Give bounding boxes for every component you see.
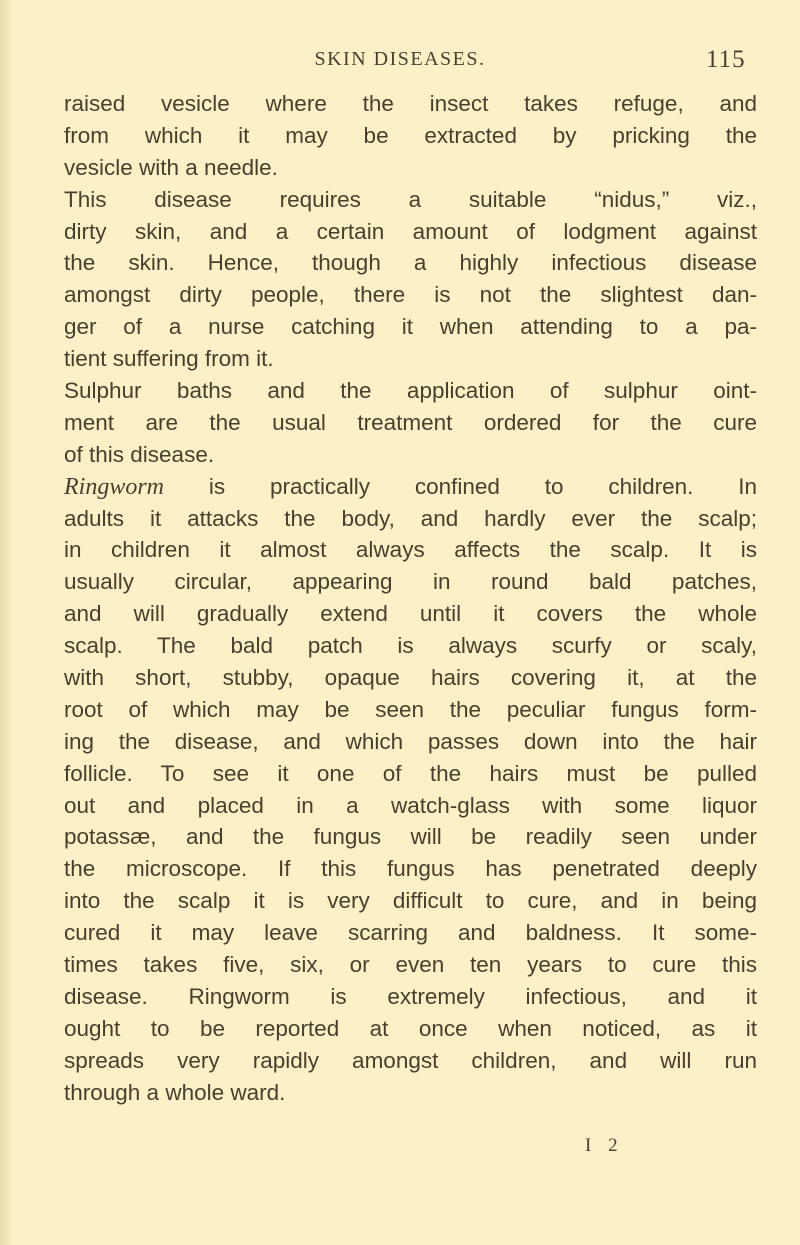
text-line bbox=[64, 534, 757, 566]
line-text: through a whole ward. bbox=[64, 1079, 286, 1105]
text-line bbox=[64, 885, 757, 917]
text-line bbox=[64, 439, 757, 471]
text-line bbox=[64, 152, 757, 184]
page-edge-shadow bbox=[0, 0, 14, 1245]
text-line bbox=[64, 247, 757, 279]
paragraph bbox=[64, 88, 757, 184]
line-text: tient suffering from it. bbox=[64, 346, 274, 372]
line-text: Sulphur baths and the application of sulphur oint- bbox=[64, 378, 757, 404]
line-text: adults it attacks the body, and hardly ever the scalp; bbox=[64, 505, 757, 531]
line-text: ing the disease, and which passes down into the hair bbox=[64, 728, 757, 754]
text-line bbox=[64, 630, 757, 662]
line-text: of this disease. bbox=[64, 441, 215, 467]
text-line bbox=[64, 503, 757, 535]
text-line bbox=[64, 662, 757, 694]
line-text: the microscope. If this fungus has penetrated deeply bbox=[64, 856, 757, 882]
text-line bbox=[64, 949, 757, 981]
line-text: ment are the usual treatment ordered for the cure bbox=[64, 409, 757, 435]
text-line bbox=[64, 821, 757, 853]
text-line bbox=[64, 311, 757, 343]
text-line bbox=[64, 917, 757, 949]
line-text: and will gradually extend until it covers the whole bbox=[64, 601, 757, 627]
line-text: times takes five, six, or even ten years to cure this bbox=[64, 952, 757, 978]
text-line bbox=[64, 184, 757, 216]
text-line bbox=[64, 981, 757, 1013]
line-text: spreads very rapidly amongst children, and will run bbox=[64, 1047, 757, 1073]
text-line bbox=[64, 853, 757, 885]
line-text: vesicle with a needle. bbox=[64, 154, 278, 180]
italic-term: Ringworm bbox=[64, 473, 165, 500]
text-line bbox=[64, 216, 757, 248]
text-line bbox=[64, 790, 757, 822]
text-line bbox=[64, 279, 757, 311]
text-line bbox=[64, 120, 757, 152]
running-head-title: SKIN DISEASES. bbox=[314, 48, 486, 70]
line-text: with short, stubby, opaque hairs covering it, at the bbox=[64, 665, 757, 691]
line-text: in children it almost always affects the scalp. It is bbox=[64, 537, 757, 563]
line-text: out and placed in a watch-glass with some liquor bbox=[64, 792, 757, 818]
text-line bbox=[64, 726, 757, 758]
line-text: amongst dirty people, there is not the slightest dan- bbox=[64, 282, 757, 308]
line-text: ought to be reported at once when noticed, as it bbox=[64, 1015, 757, 1041]
line-text: scalp. The bald patch is always scurfy or scaly, bbox=[64, 633, 757, 659]
running-head bbox=[0, 48, 800, 78]
line-text: raised vesicle where the insect takes refuge, and bbox=[64, 91, 757, 116]
text-line bbox=[64, 1045, 757, 1077]
line-text: from which it may be extracted by pricking the bbox=[64, 122, 757, 148]
text-line bbox=[64, 471, 757, 503]
line-text: cured it may leave scarring and baldness. It some- bbox=[64, 920, 757, 946]
paragraph bbox=[64, 375, 757, 471]
page-number: 115 bbox=[706, 46, 746, 73]
text-line bbox=[64, 566, 757, 598]
line-text: disease. Ringworm is extremely infectious, and it bbox=[64, 983, 757, 1009]
signature-mark: I 2 bbox=[585, 1135, 624, 1156]
text-line bbox=[64, 407, 757, 439]
line-text: ger of a nurse catching it when attending to a pa- bbox=[64, 314, 757, 340]
text-line bbox=[64, 694, 757, 726]
text-line bbox=[64, 1077, 757, 1109]
line-text: root of which may be seen the peculiar fungus form- bbox=[64, 696, 757, 722]
line-text: dirty skin, and a certain amount of lodgment against bbox=[64, 218, 757, 244]
line-text: into the scalp it is very difficult to cure, and in being bbox=[64, 888, 757, 914]
text-line bbox=[64, 758, 757, 790]
paragraph bbox=[64, 184, 757, 375]
text-line bbox=[64, 375, 757, 407]
paragraph bbox=[64, 471, 757, 1109]
line-text: follicle. To see it one of the hairs must be pulled bbox=[64, 760, 757, 786]
line-text: is practically confined to children. In bbox=[164, 473, 757, 499]
line-text: This disease requires a suitable “nidus,” viz., bbox=[64, 186, 757, 212]
text-line bbox=[64, 343, 757, 375]
body-text bbox=[64, 88, 757, 1109]
line-text: the skin. Hence, though a highly infectious disease bbox=[64, 250, 757, 276]
text-line bbox=[64, 1013, 757, 1045]
text-line bbox=[64, 88, 757, 120]
text-line bbox=[64, 598, 757, 630]
line-text: usually circular, appearing in round bald patches, bbox=[64, 569, 757, 595]
line-text: potassæ, and the fungus will be readily seen under bbox=[64, 824, 757, 850]
